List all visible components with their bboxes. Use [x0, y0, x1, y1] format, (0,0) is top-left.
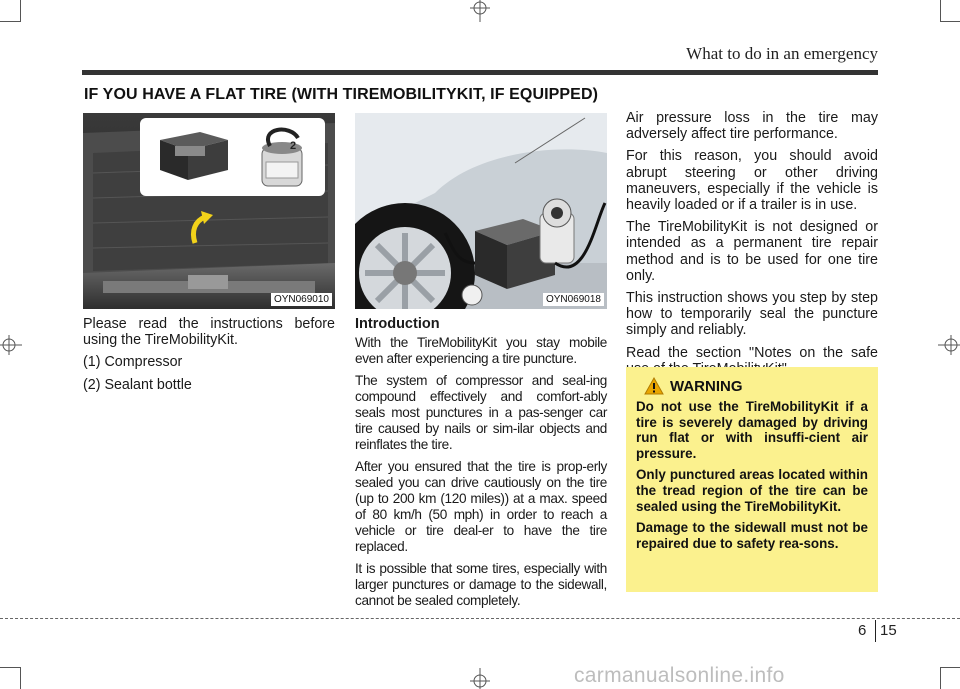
figure-inset [140, 118, 325, 196]
crop-mark-top-left-v [20, 0, 21, 22]
registration-mark-right [938, 333, 960, 357]
header-rule [82, 70, 878, 75]
warning-box [626, 367, 878, 592]
warning-triangle-icon [644, 377, 664, 395]
right-para-5: Read the section "Notes on the safe [626, 344, 878, 361]
left-column [83, 316, 335, 399]
registration-mark-top [468, 0, 492, 24]
crop-mark-top-right-v [940, 0, 941, 22]
callout-number: 2 [290, 140, 297, 152]
figure-code: OYN069018 [543, 293, 604, 306]
list-item-sealant: (2) Sealant bottle [83, 376, 192, 393]
crop-mark-bottom-right-h [940, 667, 960, 668]
watermark: carmanualsonline.info [574, 664, 785, 687]
list-item-compressor: (1) Compressor [83, 354, 183, 371]
middle-column [355, 316, 607, 615]
intro-para-1: With the TireMobilityKit you stay mobile even after experiencing a tire puncture. [355, 335, 607, 367]
chapter-number: 6 [858, 622, 867, 639]
page-number: 15 [880, 622, 897, 639]
crop-mark-bottom-left-v [20, 667, 21, 689]
crop-mark-bottom-left-h [0, 667, 20, 668]
footer-rule [0, 618, 960, 619]
page-heading: IF YOU HAVE A FLAT TIRE (WITH TIREMOBILITYKIT, IF EQUIPPED) [84, 86, 599, 103]
left-para: Please read the instructions before using the TireMobilityKit. [83, 316, 335, 349]
intro-para-3: After you ensured that the tire is prop-erly sealed you can drive cautiously on the tire (up to 200 km (120 miles)) at a max. speed of 80 km/h (50 mph) in order to reach a vehicle or tire deal-er to have the tire replaced. [355, 459, 607, 555]
registration-mark-bottom [468, 668, 492, 689]
right-para-4: This instruction shows you step by step how to temporarily seal the puncture simply and reliably. [626, 290, 878, 339]
crop-mark-top-right-h [940, 21, 960, 22]
crop-mark-bottom-right-v [940, 667, 941, 689]
warning-para-2: Only punctured areas located within the tread region of the tire can be sealed using the TireMobilityKit. [636, 467, 868, 514]
figure-trunk-kit [83, 113, 335, 309]
registration-mark-left [0, 333, 22, 357]
figure-code: OYN069010 [271, 293, 332, 306]
page-separator [875, 620, 876, 642]
right-para-1: Air pressure loss in the tire may adversely affect tire performance. [626, 110, 878, 143]
right-para-3: The TireMobilityKit is not designed or intended as a permanent tire repair method and is to be used for one tire only. [626, 219, 878, 284]
figure-wheel-kit [355, 113, 607, 309]
compressor-sealant-icon [140, 118, 325, 196]
intro-para-2: The system of compressor and seal-ing compound effectively and comfort-ably seals most punctures in a pas-senger car tire caused by nails or sim-ilar objects and reinflates the tire. [355, 373, 607, 453]
running-header: What to do in an emergency [686, 44, 878, 63]
introduction-heading: Introduction [355, 316, 440, 332]
right-column [626, 110, 878, 383]
wheel-illustration [355, 113, 607, 309]
crop-mark-top-left-h [0, 21, 20, 22]
warning-title: WARNING [670, 377, 743, 395]
warning-para-3: Damage to the sidewall must not be repaired due to safety rea-sons. [636, 520, 868, 551]
intro-para-4: It is possible that some tires, especially with larger punctures or damage to the sidewall, cannot be sealed completely. [355, 561, 607, 609]
warning-para-1: Do not use the TireMobilityKit if a tire is severely damaged by driving run flat or with insuffi-cient air pressure. [636, 399, 868, 461]
right-para-2: For this reason, you should avoid abrupt steering or other driving maneuvers, especially if the vehicle is heavily loaded or if a trailer is in use. [626, 148, 878, 214]
warning-header [644, 377, 868, 395]
